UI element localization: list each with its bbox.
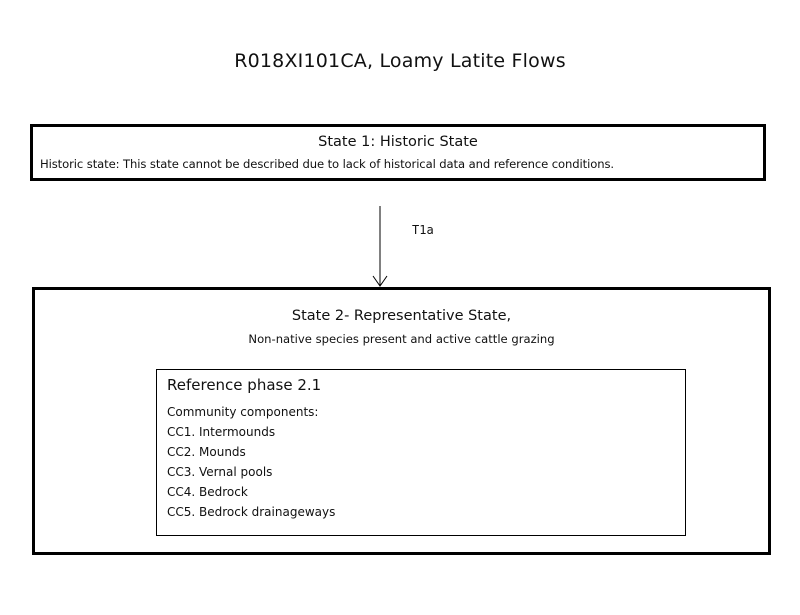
- state-2-title: State 2- Representative State,: [291, 308, 512, 324]
- state-2-subtitle: Non-native species present and active cattle grazing: [248, 332, 555, 346]
- transition-label: T1a: [412, 223, 434, 237]
- list-item: Community components:: [167, 405, 319, 419]
- community-components-list: [167, 402, 335, 522]
- list-item: CC4. Bedrock: [167, 485, 248, 499]
- list-item: CC5. Bedrock drainageways: [167, 505, 336, 519]
- list-item: CC3. Vernal pools: [167, 465, 273, 479]
- state-1-description: Historic state: This state cannot be described due to lack of historical data and reference conditions.: [40, 157, 614, 171]
- reference-phase-title: Reference phase 2.1: [167, 376, 322, 394]
- state-1-title: State 1: Historic State: [318, 134, 478, 150]
- list-item: CC2. Mounds: [167, 445, 246, 459]
- diagram-title: R018XI101CA, Loamy Latite Flows: [234, 50, 566, 72]
- state-2-box: [32, 287, 771, 555]
- transition-arrow: [370, 206, 390, 288]
- list-item: CC1. Intermounds: [167, 425, 276, 439]
- state-1-box: [30, 124, 766, 181]
- reference-phase-box: [156, 369, 686, 536]
